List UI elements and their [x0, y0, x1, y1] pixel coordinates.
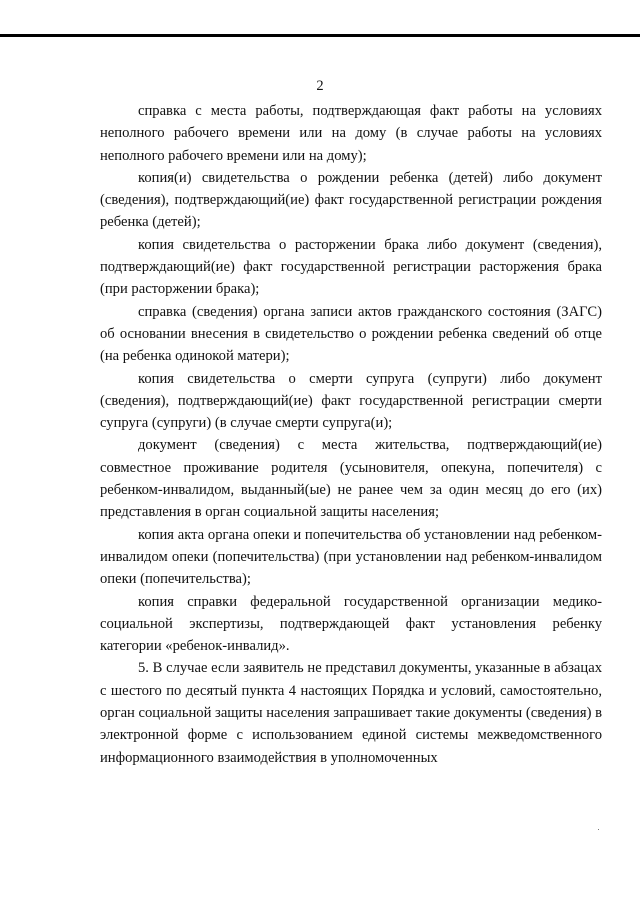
- paragraph-work-certificate: справка с места работы, подтверждающая факт работы на условиях неполного рабочего времени или на дому (в случае работы на условиях неполного рабочего времени или на дому);: [100, 103, 602, 164]
- paragraph-item-5: 5. В случае если заявитель не представил документы, указанные в абзацах с шестого по десятый пункта 4 настоящих Порядка и условий, самостоятельно, орган социальной защиты населения запрашивает такие документы (сведения) в электронной форме с использованием единой системы межведомственного информационного взаимодействия в уполномоченных: [100, 660, 602, 766]
- paragraph-residence-document: документ (сведения) с места жительства, подтверждающий(ие) совместное проживание родителя (усыновителя, опекуна, попечителя) с ребенком-инвалидом, выданный(ые) не ранее чем за один месяц до его (их) представления в орган социальной защиты населения;: [100, 437, 602, 521]
- paragraph-birth-certificate: копия(и) свидетельства о рождении ребенка (детей) либо документ (сведения), подтверждающий(ие) факт государственной регистрации рождения ребенка (детей);: [100, 169, 602, 231]
- scan-speck: [598, 829, 599, 830]
- paragraph-divorce-certificate: копия свидетельства о расторжении брака либо документ (сведения), подтверждающий(ие) факт государственной регистрации расторжения брака (при расторжении брака);: [100, 236, 602, 298]
- paragraph-death-certificate: копия свидетельства о смерти супруга (супруги) либо документ (сведения), подтверждающий(ие) факт государственной регистрации смерти супруга (супруги) (в случае смерти супруга(и);: [100, 370, 602, 432]
- page-number: 2: [316, 78, 324, 94]
- top-border-line: [0, 34, 640, 37]
- paragraph-zags-certificate: справка (сведения) органа записи актов гражданского состояния (ЗАГС) об основании внесения в свидетельство о рождении ребенка сведений об отце (на ребенка одинокой матери);: [100, 303, 602, 365]
- document-body: [100, 100, 602, 769]
- paragraph-guardianship-act: копия акта органа опеки и попечительства об установлении над ребенком-инвалидом опеки (попечительства) (при установлении над ребенком-инвалидом опеки (попечительства);: [100, 526, 602, 588]
- paragraph-disability-certificate: копия справки федеральной государственной организации медико-социальной экспертизы, подтверждающей факт установления ребенку категории «ребенок-инвалид».: [100, 593, 602, 655]
